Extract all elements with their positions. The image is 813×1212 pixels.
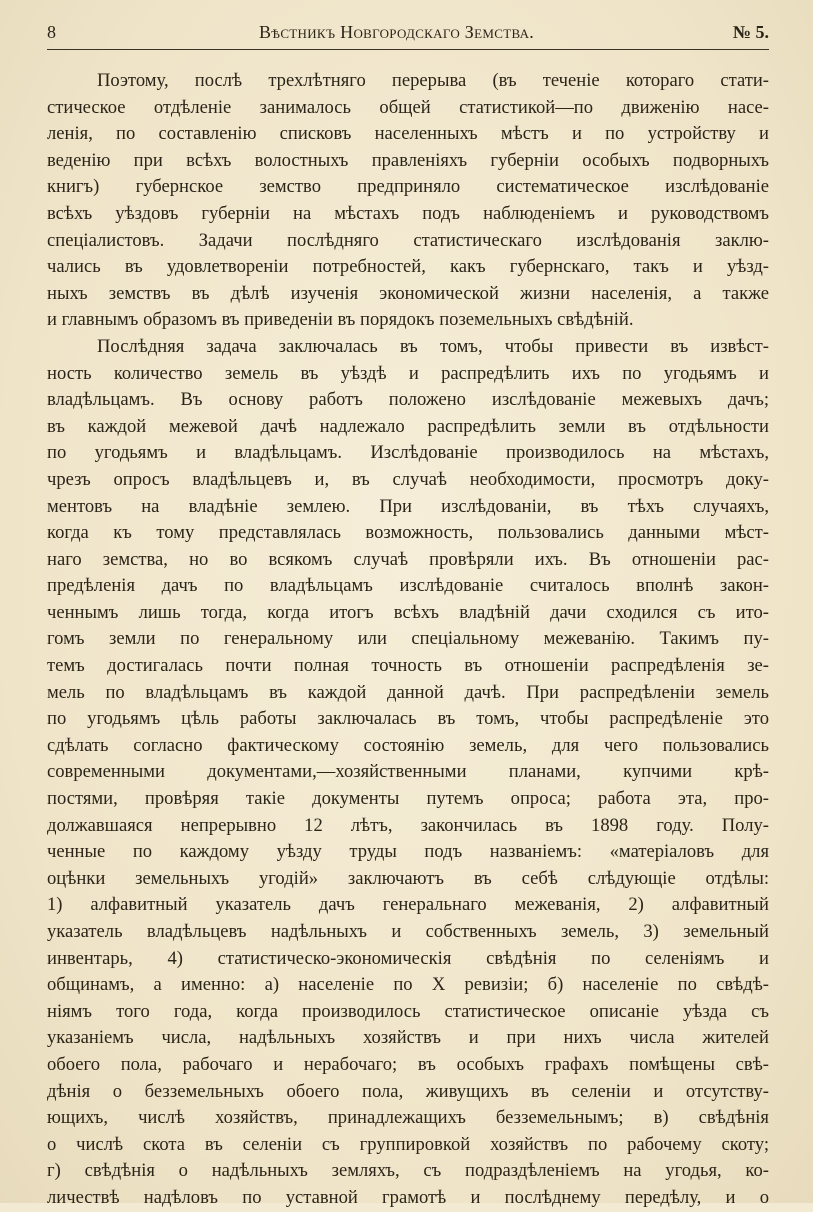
text-line: спеціалистовъ. Задачи послѣдняго статистическаго изслѣдованія заклю-	[47, 229, 769, 251]
text-line: дѣнія о безземельныхъ обоего пола, живущихъ въ селеніи и отсутству-	[47, 1080, 769, 1102]
running-head	[47, 20, 769, 46]
text-line: по угодьямъ и владѣльцамъ. Изслѣдованіе производилось на мѣстахъ,	[47, 442, 769, 464]
text-line: г) свѣдѣнія о надѣльныхъ земляхъ, съ подраздѣленіемъ на угодья, ко-	[47, 1160, 769, 1182]
text-line: постями, провѣряя такіе документы путемъ опроса; работа эта, про-	[47, 788, 769, 810]
header-rule	[47, 49, 769, 50]
paragraph	[47, 334, 769, 1212]
text-line: Поэтому, послѣ трехлѣтняго перерыва (въ теченіе котораго стати-	[97, 70, 769, 91]
page-number: 8	[47, 22, 56, 42]
text-line: наго земства, но во всякомъ случаѣ провѣряли ихъ. Въ отношеніи рас-	[47, 548, 769, 570]
text-line: чрезъ опросъ владѣльцевъ и, въ случаѣ необходимости, просмотръ доку-	[47, 468, 769, 490]
text-line: ніямъ того года, когда производилось статистическое описаніе уѣзда съ	[47, 1000, 769, 1022]
text-line: стическое отдѣленіе занималось общей статистикой—по движенію насе-	[47, 96, 769, 118]
body-text	[47, 68, 769, 1212]
text-line: ченные по каждому уѣзду труды подъ названіемъ: «матеріаловъ для	[47, 841, 769, 863]
text-line: предѣленія дачъ по владѣльцамъ изслѣдованіе считалось вполнѣ закон-	[47, 575, 769, 597]
text-line: оцѣнки земельныхъ угодій» заключаютъ въ себѣ слѣдующіе отдѣлы:	[47, 867, 769, 889]
text-line: указатель владѣльцевъ надѣльныхъ и собственныхъ земель, 3) земельный	[47, 921, 769, 942]
text-line: ченнымъ лишь тогда, когда итогъ всѣхъ владѣній дачи сходился съ ито-	[47, 601, 769, 623]
issue-number: № 5.	[732, 22, 769, 42]
paragraph	[47, 68, 769, 334]
text-line: личествѣ надѣловъ по уставной грамотѣ и послѣднему передѣлу, и о	[47, 1186, 769, 1208]
text-line: ментовъ на владѣніе землею. При изслѣдованіи, въ тѣхъ случаяхъ,	[47, 495, 769, 517]
text-line: гомъ земли по генеральному или спеціальному межеванію. Такимъ пу-	[47, 628, 769, 650]
text-line: указаніемъ числа, надѣльныхъ хозяйствъ и при нихъ числа жителей	[47, 1027, 769, 1049]
text-line: должавшаяся непрерывно 12 лѣтъ, закончилась въ 1898 году. Полу-	[47, 814, 769, 836]
journal-title: Вѣстникъ Новгородскаго Земства.	[259, 22, 535, 42]
text-line: и главнымъ образомъ въ приведеніи въ порядокъ поземельныхъ свѣдѣній.	[47, 309, 634, 331]
text-line: современными документами,—хозяйственными планами, купчими крѣ-	[47, 761, 769, 783]
text-line: веденію при всѣхъ волостныхъ правленіяхъ губерніи особыхъ подворныхъ	[47, 149, 769, 171]
text-line: книгъ) губернское земство предприняло систематическое изслѣдованіе	[47, 176, 769, 198]
text-line: 1) алфавитный указатель дачъ генеральнаго межеванія, 2) алфавитный	[47, 894, 769, 916]
text-line: ность количество земель въ уѣздѣ и распредѣлить ихъ по угодьямъ и	[47, 362, 769, 384]
text-line: инвентарь, 4) статистическо-экономическія свѣдѣнія по селеніямъ и	[47, 947, 769, 969]
text-line: чались въ удовлетвореніи потребностей, какъ губернскаго, такъ и уѣзд-	[47, 256, 769, 278]
text-line: ющихъ, числѣ хозяйствъ, принадлежащихъ безземельнымъ; в) свѣдѣнія	[47, 1107, 769, 1129]
text-line: всѣхъ уѣздовъ губерніи на мѣстахъ подъ наблюденіемъ и руководствомъ	[47, 202, 769, 224]
text-line: о числѣ скота въ селеніи съ группировкой хозяйствъ по рабочему скоту;	[47, 1133, 769, 1155]
text-line: владѣльцамъ. Въ основу работъ положено изслѣдованіе межевыхъ дачъ;	[47, 389, 769, 411]
text-line: ленія, по составленію списковъ населенныхъ мѣстъ и по устройству и	[47, 123, 769, 145]
text-line: по угодьямъ цѣль работы заключалась въ томъ, чтобы распредѣленіе это	[47, 708, 769, 730]
text-line: ныхъ земствъ въ дѣлѣ изученія экономической жизни населенія, а также	[47, 282, 769, 304]
text-line: сдѣлать согласно фактическому состоянію земель, для чего пользовались	[47, 734, 769, 756]
text-line: мель по владѣльцамъ въ каждой данной дачѣ. При распредѣленіи земель	[47, 681, 769, 703]
text-line: Послѣдняя задача заключалась въ томъ, чтобы привести въ извѣст-	[97, 335, 769, 357]
text-line: когда къ тому представлялась возможность, пользовались данными мѣст-	[47, 522, 769, 544]
text-line: въ каждой межевой дачѣ надлежало распредѣлить земли въ отдѣльности	[47, 415, 769, 437]
text-line: общинамъ, а именно: а) населеніе по X ревизіи; б) населеніе по свѣдѣ-	[47, 974, 769, 996]
text-line: темъ достигалась почти полная точность въ отношеніи распредѣленія зе-	[47, 655, 769, 677]
text-line: обоего пола, рабочаго и нерабочаго; въ особыхъ графахъ помѣщены свѣ-	[47, 1053, 769, 1075]
